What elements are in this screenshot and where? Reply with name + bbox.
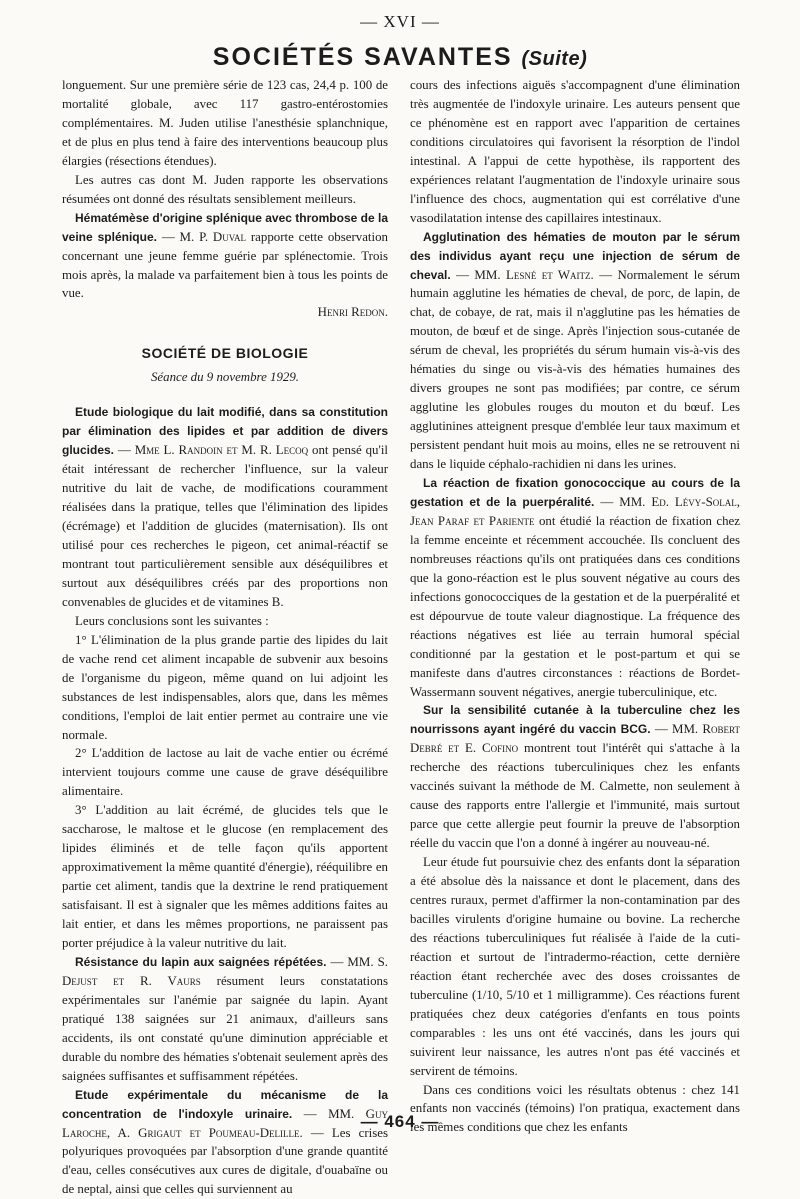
communication-authors: — MM. Robert Debré et E. Cofino	[410, 722, 740, 756]
communication-text: ont étudié la réaction de fixation chez la femme enceinte et récemment accouchée. Ils concluent des nombreuses réactions qu'ils ont pratiquées dans ces conditions que la gono-réaction est le plus souvent négative au cours des infections gonococciques de la gestation et de la puerpéralité et est dépourvue de toute valeur diagnostique. La fréquence des réactions négatives est liée au terrain humoral spécial conditionné par la gestation et le post-partum et qui se manifeste dans d'autres circonstances : réactions de Bordet-Wassermann souvent négatives, anergie tuberculinique, etc.	[410, 513, 740, 699]
section-date: Séance du 9 novembre 1929.	[150, 370, 300, 385]
page-folio: — 464 —	[360, 1112, 440, 1131]
communication-text: — Les crises polyuriques provoquées par l'absorption d'une grande quantité d'eau, celles consécutives aux cures de digitale, d'ouabaïne ou de neptal, ainsi que celles qui surviennent au	[62, 1125, 388, 1197]
left-column	[62, 76, 388, 1199]
paragraph: cours des infections aiguës s'accompagnent d'une élimination très augmentée de l'indoxyle urinaire. Les auteurs pensent que ce phénomène est en rapport avec l'apparition de certaines conditions circulatoires qui favorisent la résorption de l'indol intestinal. A l'appui de cette hypothèse, ils rapportent des expériences relatant l'augmentation de l'indoxyle urinaire sous l'influence des chocs, augmentation qui est corrélative d'une vasodilatation intense des capillaires intestinaux.	[410, 78, 740, 225]
page-header	[0, 42, 800, 74]
conclusion-item: 1° L'élimination de la plus grande partie des lipides du lait de vache rend cet aliment incapable de subvenir aux besoins de l'organisme du pigeon, même quand on lui adjoint les substances de lest indispensables, alors que, dans les mêmes conditions, l'emploi de lait entier permet au contraire une vie normale.	[62, 632, 388, 742]
communication-title: Sur la sensibilité cutanée à la tuberculine chez les nourrissons ayant ingéré du vaccin BCG.	[410, 703, 740, 737]
paragraph: longuement. Sur une première série de 123 cas, 24,4 p. 100 de mortalité globale, avec 117 gastro-entérostomies complémentaires. M. Juden utilise l'anesthésie splanchnique, et de plus en plus tend à faire des interventions beaucoup plus élargies (résections étendues).	[62, 78, 388, 168]
communication-text: — Normalement le sérum humain agglutine les hématies de cheval, de porc, de lapin, de chat, de cobaye, de rat, mais il n'agglutine pas les hématies de mouton, de bœuf et de singe. Après l'injection sous-cutanée de sérum de cheval, les propriétés du sérum humain vis-à-vis des hématies du singe ou vis-à-vis des hématies humaines des divers groupes ne sont pas modifiées; par contre, ce sérum agglutine les globules rouges du mouton et du bœuf. Les agglutinines atteignent presque d'emblée leur taux maximum et persistent pendant huit mois au moins, elles ne se retrouvent ni dans le liquide céphalo-rachidien ni dans les urines.	[410, 267, 740, 472]
communication-hematemese	[62, 209, 388, 304]
communication-text: résument leurs constatations expérimentales sur l'anémie par saignée du lapin. Ayant pratiqué 138 saignées sur 21 animaux, d'ailleurs sans accidents, ils ont constaté qu'une diminution appréciable et durable du nombre des hématies s'obtenait seulement après des saignées suffisantes et suffisamment répétées.	[62, 973, 388, 1083]
right-column	[410, 76, 740, 1137]
communication-title: La réaction de fixation gonococcique au cours de la gestation et de la puerpéralité.	[410, 476, 740, 509]
paragraph: Leur étude fut poursuivie chez des enfants dont la séparation a été absolue dès la naissance et dont le placement, dans des centres ruraux, permet d'affirmer la non-contamination par des bacilles virulents d'origine humaine ou bovine. La recherche des réactions tuberculiniques fut réalisée à l'aide de la cuti-réaction et surtout de l'intradermo-réaction, cette dernière réaction étant recherchée avec des doses croissantes de tuberculine (1/10, 5/10 et 1 milligramme). Ces réactions furent pratiquées chez deux catégories d'enfants en tous points comparables : les uns ont été vaccinés, dans les jours qui suivirent leur naissance, les autres n'ont pas été vaccinés et servirent de témoins.	[410, 855, 740, 1078]
header-suite: (Suite)	[521, 48, 588, 70]
conclusion-item: 2° L'addition de lactose au lait de vache entier ou écrémé intervient toujours comme une cause de grave déséquilibre alimentaire.	[62, 746, 388, 799]
communication-authors: — Mme L. Randoin et M. R. Lecoq	[117, 443, 309, 458]
communication-title: Hématémèse d'origine splénique avec thrombose de la veine splénique.	[62, 210, 388, 244]
communication-text: ont pensé qu'il était intéressant de rechercher l'influence, sur la valeur nutritive du lait de vache, de modifications couramment réalisées dans la pratique, telles que l'élimination des lipides (écrémage) et l'addition de glucides (maternisation). Ils ont utilisé pour ces recherches le pigeon, cet animal-réactif se montrant tout particulièrement sensible aux déséquilibres et surtout aux déséquilibres créés par des proportions non convenables de glucides et de vitamines B.	[62, 443, 388, 609]
communication-indoxyle	[62, 1086, 388, 1199]
communication-authors: — MM. Guy Laroche, A. Grigaut et Poumeau-Delille.	[62, 1106, 388, 1140]
paragraph: Les autres cas dont M. Juden rapporte les observations résumées ont donné des résultats sensiblement meilleurs.	[62, 172, 388, 206]
communication-authors: — MM. Lesné et Waitz.	[456, 267, 594, 282]
header-title: SOCIÉTÉS SAVANTES	[212, 43, 513, 71]
communication-gonococcique	[410, 474, 740, 701]
communication-agglutination	[410, 228, 740, 474]
communication-text: montrent tout l'intérêt qui s'attache à la recherche des réactions tuberculiniques chez les enfants vaccinés suivant la méthode de M. Calmette, non seulement à cause des rapports entre l'allergie et l'immunité, mais surtout parce que cette allergie peut fournir la preuve de l'absorption réelle du vaccin que l'on a donné à ingérer au nouveau-né.	[410, 741, 740, 851]
communication-tuberculine	[410, 701, 740, 853]
communication-title: Etude expérimentale du mécanisme de la concentration de l'indoxyle urinaire.	[62, 1087, 388, 1121]
author-signature: Henri Redon.	[317, 305, 388, 320]
communication-title: Résistance du lapin aux saignées répétées.	[75, 954, 327, 969]
communication-text: rapporte cette observation concernant une jeune femme guérie par splénectomie. Trois mois après, la malade va parfaitement bien à tous les points de vue.	[62, 229, 388, 301]
communication-lait	[62, 403, 388, 611]
communication-title: Etude biologique du lait modifié, dans sa constitution par élimination des lipides et par addition de divers glucides.	[62, 405, 388, 458]
communication-authors: — M. P. Duval	[161, 229, 247, 244]
communication-lapin	[62, 953, 388, 1086]
communication-title: Agglutination des hématies de mouton par le sérum des individus ayant reçu une injection de sérum de cheval.	[410, 229, 740, 282]
paragraph: Dans ces conditions voici les résultats obtenus : chez 141 enfants non vaccinés (témoins) l'on pratiqua, exactement dans les mêmes conditions que chez les enfants	[410, 1082, 740, 1135]
roman-page-number: — XVI —	[360, 12, 440, 31]
conclusion-item: 3° L'addition au lait écrémé, de glucides tels que le saccharose, le maltose et le glucose (en remplacement des lipides éliminés et de telle façon qu'ils apportent approximativement la même quantité d'énergie), rééquilibre en partie cet aliment, tandis que la dextrine le rend pratiquement satisfaisant. Il est à signaler que les mêmes additions faites au lait entier, et dans les mêmes proportions, ne paraissent pas porter préjudice à la valeur nutritive du lait.	[62, 803, 388, 950]
section-title: SOCIÉTÉ DE BIOLOGIE	[141, 345, 309, 362]
communication-authors: — MM. Ed. Lévy-Solal, Jean Paraf et Pariente	[410, 494, 740, 528]
communication-authors: — MM. S. Dejust et R. Vaurs	[62, 954, 388, 988]
paragraph: Leurs conclusions sont les suivantes :	[75, 613, 269, 628]
